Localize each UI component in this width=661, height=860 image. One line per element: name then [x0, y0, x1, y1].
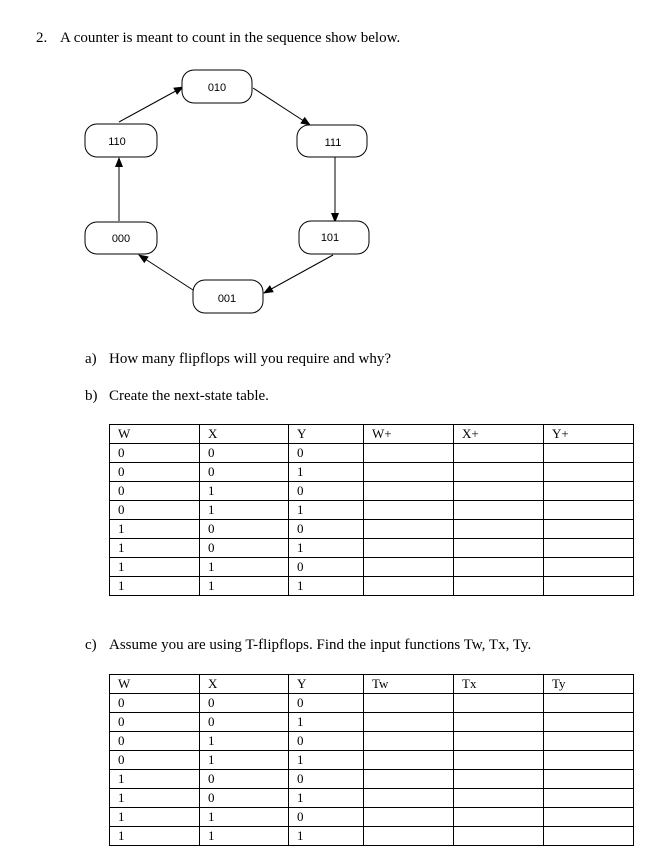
table-cell	[544, 827, 634, 846]
table-cell	[454, 827, 544, 846]
table-cell: 1	[200, 827, 289, 846]
part-c	[85, 637, 531, 654]
table-cell: 0	[200, 713, 289, 732]
table-cell	[544, 463, 634, 482]
arrow-101-to-001	[264, 255, 333, 293]
table-row	[110, 713, 634, 732]
table-row	[110, 808, 634, 827]
table-cell	[364, 520, 454, 539]
table-cell: 1	[110, 577, 200, 596]
table-cell: 1	[110, 808, 200, 827]
table-header-cell: W	[110, 675, 200, 694]
table-row	[110, 539, 634, 558]
table-cell	[544, 789, 634, 808]
table-cell	[544, 558, 634, 577]
svg-text:110: 110	[108, 136, 126, 148]
table-cell: 1	[289, 577, 364, 596]
table-cell: 1	[200, 751, 289, 770]
table-cell: 0	[110, 732, 200, 751]
table-cell: 1	[289, 539, 364, 558]
part-c-text: Assume you are using T-flipflops. Find the input functions Tw, Tx, Ty.	[109, 637, 532, 653]
part-a	[85, 351, 391, 368]
part-a-letter: a)	[85, 351, 97, 367]
table-cell	[364, 732, 454, 751]
table-header-cell: W	[110, 425, 200, 444]
table-cell: 0	[289, 694, 364, 713]
table-cell: 1	[200, 501, 289, 520]
state-diagram	[0, 0, 661, 330]
arrow-010-to-111	[253, 88, 310, 125]
table-cell: 0	[289, 520, 364, 539]
table-cell	[544, 501, 634, 520]
table-cell: 0	[289, 444, 364, 463]
table-cell	[544, 482, 634, 501]
table-header-row	[110, 425, 634, 444]
table-cell	[364, 482, 454, 501]
table-cell	[454, 694, 544, 713]
table-cell	[364, 539, 454, 558]
table-cell	[454, 520, 544, 539]
table-cell: 0	[200, 463, 289, 482]
part-b-text: Create the next-state table.	[109, 388, 269, 404]
table-row	[110, 501, 634, 520]
table-cell: 0	[200, 520, 289, 539]
table-header-cell: Tw	[364, 675, 454, 694]
table-row	[110, 520, 634, 539]
part-b	[85, 388, 269, 405]
table-row	[110, 444, 634, 463]
table-row	[110, 732, 634, 751]
table-cell: 0	[200, 539, 289, 558]
table-cell: 0	[289, 770, 364, 789]
table-cell: 1	[200, 577, 289, 596]
table-cell: 1	[289, 827, 364, 846]
state-node-001	[193, 280, 263, 313]
table-header-cell: X	[200, 425, 289, 444]
table-cell: 0	[110, 713, 200, 732]
table-cell: 1	[110, 558, 200, 577]
table-cell	[364, 751, 454, 770]
table-cell: 0	[289, 808, 364, 827]
table-cell: 0	[110, 463, 200, 482]
table-cell: 1	[200, 482, 289, 501]
table-cell	[544, 770, 634, 789]
table-header-cell: Y	[289, 425, 364, 444]
table-cell	[544, 808, 634, 827]
state-node-000	[85, 222, 157, 254]
table-row	[110, 558, 634, 577]
table-cell: 0	[110, 501, 200, 520]
table-header-cell: X	[200, 675, 289, 694]
table-cell	[454, 539, 544, 558]
table-cell	[364, 463, 454, 482]
table-row	[110, 463, 634, 482]
table-cell	[544, 520, 634, 539]
table-cell	[364, 827, 454, 846]
table-cell	[544, 713, 634, 732]
table-cell	[454, 808, 544, 827]
table-cell	[544, 694, 634, 713]
table-cell: 0	[200, 770, 289, 789]
table-cell	[544, 577, 634, 596]
table-cell	[454, 463, 544, 482]
state-node-110	[85, 124, 157, 157]
table-cell	[544, 444, 634, 463]
svg-text:001: 001	[217, 293, 237, 305]
table-cell: 0	[289, 482, 364, 501]
table-row	[110, 751, 634, 770]
table-cell: 0	[110, 694, 200, 713]
table-cell: 1	[110, 827, 200, 846]
table-cell	[364, 713, 454, 732]
table-cell: 1	[200, 808, 289, 827]
state-node-111	[297, 125, 367, 157]
table-cell: 1	[289, 713, 364, 732]
part-a-text: How many flipflops will you require and why?	[109, 351, 392, 367]
table-header-cell: Ty	[544, 675, 634, 694]
arrow-110-to-010	[119, 87, 183, 122]
table-cell: 0	[289, 558, 364, 577]
table-row	[110, 827, 634, 846]
table-cell: 1	[289, 501, 364, 520]
table-header-cell: Tx	[454, 675, 544, 694]
table-cell	[364, 444, 454, 463]
table-cell: 1	[110, 770, 200, 789]
state-node-101	[299, 221, 369, 254]
table-row	[110, 577, 634, 596]
table-cell: 0	[289, 732, 364, 751]
part-b-letter: b)	[85, 388, 98, 404]
table-cell: 1	[110, 789, 200, 808]
table-cell	[454, 789, 544, 808]
table-cell: 0	[200, 444, 289, 463]
table-cell	[364, 770, 454, 789]
table-row	[110, 770, 634, 789]
table-header-row	[110, 675, 634, 694]
table-cell: 1	[289, 463, 364, 482]
table-cell	[454, 713, 544, 732]
svg-text:010: 010	[207, 82, 227, 94]
question-number: 2.	[36, 30, 48, 46]
table-cell	[544, 751, 634, 770]
table-cell: 0	[110, 482, 200, 501]
table-cell: 0	[200, 694, 289, 713]
state-node-010	[182, 70, 252, 103]
table-row	[110, 789, 634, 808]
table-cell	[364, 558, 454, 577]
table-cell: 1	[110, 539, 200, 558]
table-cell	[454, 770, 544, 789]
table-header-cell: Y	[289, 675, 364, 694]
table-cell	[364, 789, 454, 808]
question-text: A counter is meant to count in the sequence show below.	[60, 30, 401, 46]
table-cell	[454, 577, 544, 596]
next-state-table	[109, 424, 634, 596]
table-cell: 1	[289, 789, 364, 808]
table-cell	[454, 482, 544, 501]
table-cell	[364, 808, 454, 827]
table-cell: 0	[110, 751, 200, 770]
table-cell: 1	[200, 558, 289, 577]
table-cell	[364, 501, 454, 520]
table-cell	[454, 732, 544, 751]
table-cell	[544, 539, 634, 558]
arrow-001-to-000	[139, 255, 193, 290]
svg-text:000: 000	[111, 233, 131, 245]
table-cell	[364, 577, 454, 596]
table-cell	[364, 694, 454, 713]
table-cell: 1	[289, 751, 364, 770]
svg-text:111: 111	[324, 137, 342, 149]
table-cell	[544, 732, 634, 751]
part-c-letter: c)	[85, 637, 97, 653]
table-row	[110, 694, 634, 713]
table-cell: 1	[110, 520, 200, 539]
table-header-cell: Y+	[544, 425, 634, 444]
svg-text:101: 101	[320, 232, 340, 244]
t-input-table	[109, 674, 634, 846]
table-cell: 0	[200, 789, 289, 808]
table-cell: 1	[200, 732, 289, 751]
table-cell: 0	[110, 444, 200, 463]
table-cell	[454, 558, 544, 577]
table-row	[110, 482, 634, 501]
table-cell	[454, 751, 544, 770]
table-cell	[454, 444, 544, 463]
table-header-cell: W+	[364, 425, 454, 444]
table-cell	[454, 501, 544, 520]
table-header-cell: X+	[454, 425, 544, 444]
